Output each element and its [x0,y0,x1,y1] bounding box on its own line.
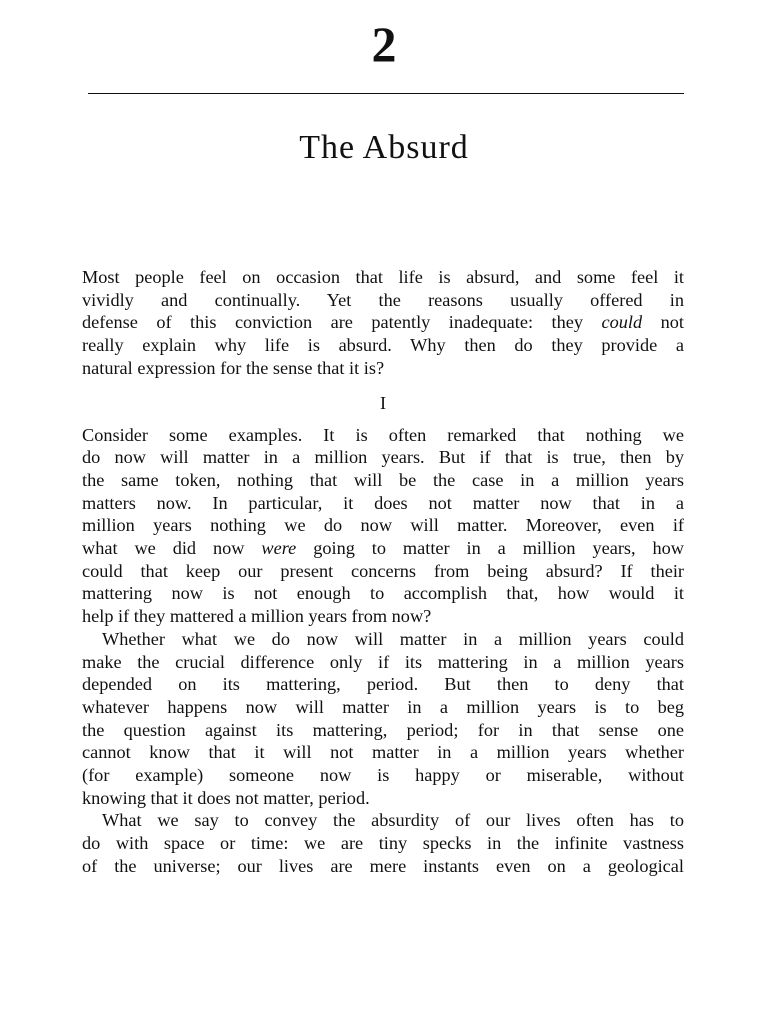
chapter-rule [88,93,684,94]
paragraph [82,424,684,628]
text-line: do with space or time: we are tiny specks in the infinite vastness [82,833,684,854]
text-line: (for example) someone now is happy or miserable, without [82,765,684,786]
text-line: natural expression for the sense that it is? [82,357,385,378]
text-line: knowing that it does not matter, period. [82,787,370,808]
text-line: could that keep our present concerns from being absurd? If their [82,560,684,581]
text-line: what we did now were going to matter in a million years, how [82,538,684,559]
text-line: help if they mattered a million years from now? [82,606,432,627]
emphasis: were [261,538,297,559]
text-line: the same token, nothing that will be the case in a million years [82,469,684,490]
text-line: vividly and continually. Yet the reasons usually offered in [82,289,684,310]
text-line: do now will matter in a million years. But if that is true, then by [82,447,684,468]
text-line: million years nothing we do now will matter. Moreover, even if [82,515,684,536]
text-line: Whether what we do now will matter in a million years could [102,628,684,649]
chapter-title: The Absurd [299,129,469,166]
paragraph [82,809,684,877]
text-line: cannot know that it will not matter in a million years whether [82,742,684,763]
text-line: depended on its mattering, period. But then to deny that [82,674,684,695]
text-line: Consider some examples. It is often remarked that nothing we [82,424,684,445]
text-line: matters now. In particular, it does not matter now that in a [82,492,684,513]
text-line: defense of this conviction are patently inadequate: they could not [82,312,685,333]
text-line: the question against its mattering, period; for in that sense one [82,719,684,740]
text-line: make the crucial difference only if its mattering in a million years [82,651,684,672]
text-line: What we say to convey the absurdity of our lives often has to [102,810,684,831]
section-number: I [379,392,387,413]
emphasis: could [601,312,643,333]
paragraph [82,628,684,810]
intro-paragraph [82,266,684,380]
text-line: mattering now is not enough to accomplish that, how would it [82,583,684,604]
chapter-number: 2 [371,16,397,72]
text-line: really explain why life is absurd. Why then do they provide a [82,335,684,356]
text-line: Most people feel on occasion that life is absurd, and some feel it [82,267,684,287]
text-line: of the universe; our lives are mere instants even on a geological [82,855,684,876]
text-line: whatever happens now will matter in a million years is to beg [82,696,684,717]
chapter-body [82,266,684,878]
